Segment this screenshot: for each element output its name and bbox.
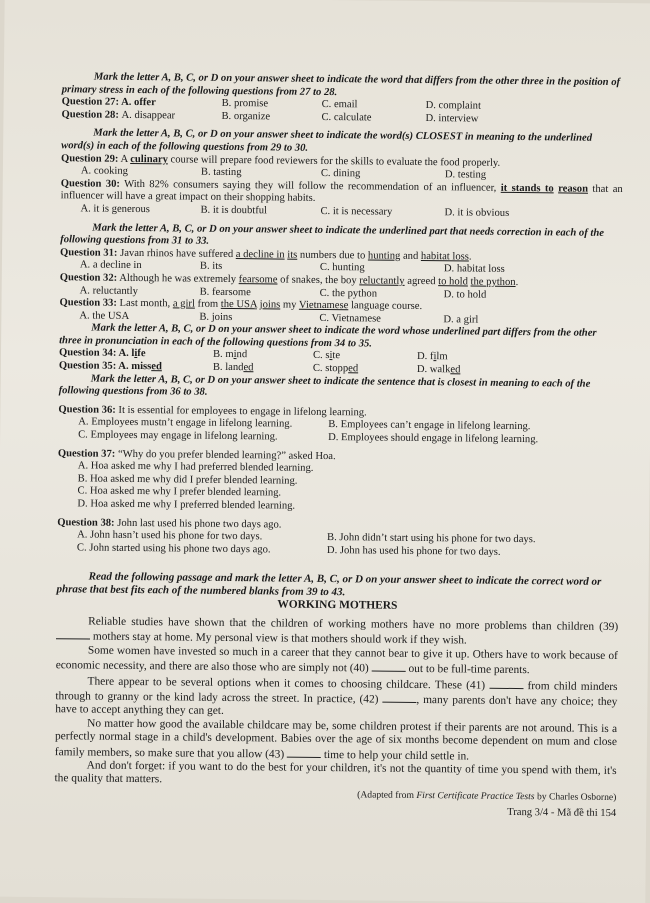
- option-c: C. calculate: [321, 111, 372, 124]
- option-d: D. John has used his phone for two days.: [326, 544, 501, 558]
- option-c: C. Employees may engage in lifelong learning.: [78, 429, 278, 443]
- option-a: A. disappear: [121, 109, 176, 122]
- page-number: Trang 3/4 - Mã đề thi 154: [507, 807, 617, 820]
- question-35: Question 35: A. missed B. landed C. stopped D. walked: [59, 360, 621, 378]
- option-c: C. John started using his phone two days ago.: [76, 542, 271, 556]
- option-b: B. joins: [199, 311, 233, 323]
- passage-body: [54, 615, 618, 792]
- option-c: C. it is necessary: [320, 205, 393, 218]
- option-b: B. promise: [221, 98, 269, 110]
- underlined-word: culinary: [130, 153, 168, 165]
- question-33: Question 33: Last month, a girl from the USA joins my Vietnamese language course.: [59, 297, 423, 313]
- instruction-36-38: Mark the letter A, B, C, or D on your answer sheet to indicate the sentence that is closest in meaning to each of the following questions from 36 to 38.: [58, 373, 591, 399]
- option-d: D. Employees should engage in lifelong learning.: [328, 432, 539, 446]
- option-c: C. Vietnamese: [319, 312, 381, 325]
- option-a: A. offer: [121, 97, 156, 109]
- paragraph: Reliable studies have shown that the children of working mothers have no more problems than children (39) mothers stay at home. My personal view is that mothers should work if they wish.: [56, 615, 618, 650]
- paragraph: Some women have invested so much in a career that they cannot bear to give it up. Others have to work because of economic necessity, and there are also those who are simply not (40) out to be full-time parents.: [55, 644, 618, 677]
- option-c: C. email: [321, 99, 358, 111]
- option-c: C. hunting: [319, 262, 365, 274]
- option-a: A. life: [118, 348, 146, 360]
- blank-40: [372, 661, 406, 672]
- instruction-31-33: Mark the letter A, B, C, or D on your answer sheet to indicate the underlined part that needs correction in each of the following questions from 31 to 33.: [60, 222, 605, 247]
- option-a: A. reluctantly: [79, 284, 138, 297]
- option-b: B. it is doubtful: [200, 204, 268, 217]
- blank-39: [56, 629, 90, 640]
- blank-42: [382, 692, 416, 703]
- option-b: B. landed: [212, 361, 254, 374]
- option-b: B. Hoa asked me why did I prefer blended learning.: [77, 473, 298, 487]
- option-a: A. cooking: [80, 165, 129, 178]
- option-d: D. Hoa asked me why I preferred blended learning.: [77, 498, 296, 512]
- question-37: Question 37: “Why do you prefer blended learning?” asked Hoa.: [57, 447, 336, 462]
- question-label: Question 28:: [61, 109, 119, 121]
- option-d: D. complaint: [425, 100, 481, 112]
- instruction-27-28: Mark the letter A, B, C, or D on your answer sheet to indicate the word that differs from the other three in the position of primary stress in each of the following questions from 27 to 28.: [61, 71, 621, 98]
- question-30: Question 30: With 82% consumers saying they will follow the recommendation of an influencer, it stands to reason that an influencer will have a great impact on their shopping habits.: [60, 177, 623, 205]
- paragraph: There appear to be several options when it comes to choosing childcare. These (41) from child minders through to granny or the kind lady across the street. In practice, (42) , many parents don't have any choice; they have to accept anything they can get.: [55, 675, 618, 718]
- option-a: A. the USA: [79, 310, 130, 322]
- option-a: A. Hoa asked me why I had preferred blended learning.: [77, 460, 314, 475]
- option-c: C. stopped: [312, 362, 359, 375]
- option-b: B. John didn’t start using his phone for two days.: [327, 532, 536, 546]
- option-b: B. tasting: [200, 166, 242, 179]
- option-c: C. dining: [320, 168, 361, 180]
- option-d: D. film: [416, 351, 448, 363]
- option-b: B. its: [199, 260, 223, 273]
- underlined-phrase: reason: [558, 183, 589, 195]
- passage-title: WORKING MOTHERS: [277, 598, 398, 613]
- paragraph: And don't forget: if you want to do the best for your children, it's not the quantity of time you spend with them, it's the quality that matters.: [54, 759, 617, 786]
- option-d: D. it is obvious: [444, 207, 510, 219]
- option-d: D. a girl: [443, 313, 479, 326]
- blank-43: [287, 746, 321, 757]
- option-b: B. organize: [221, 110, 271, 123]
- blank-41: [489, 677, 523, 688]
- option-a: A. missed: [118, 360, 162, 373]
- option-c: C. site: [312, 350, 341, 362]
- instruction-39-43: Read the following passage and mark the letter A, B, C, or D on your answer sheet to indicate the correct word or phrase that best fits each of the numbered blanks from 39 to 43.: [56, 570, 602, 599]
- question-32: Question 32: Although he was extremely fearsome of snakes, the boy reluctantly agreed to hold the python.: [59, 272, 519, 288]
- instruction-29-30: Mark the letter A, B, C, or D on your answer sheet to indicate the word(s) CLOSEST in meaning to the underlined word(s) in each of the following questions from 29 to 30.: [61, 127, 593, 154]
- option-b: B. fearsome: [199, 286, 251, 298]
- option-d: D. interview: [425, 112, 479, 125]
- option-d: D. testing: [444, 169, 487, 181]
- option-d: D. to hold: [443, 288, 487, 301]
- option-a: A. it is generous: [80, 203, 151, 216]
- question-36: Question 36: It is essential for employees to engage in lifelong learning.: [58, 404, 367, 419]
- question-31: Question 31: Javan rhinos have suffered a decline in its numbers due to hunting and habitat loss.: [59, 246, 472, 263]
- option-d: D. walked: [416, 364, 461, 376]
- option-c: C. the python: [319, 287, 378, 300]
- question-label: Question 27:: [61, 96, 120, 109]
- option-c: C. Hoa asked me why I prefer blended learning.: [77, 485, 282, 499]
- option-a: A. John hasn’t used his phone for two days.: [77, 529, 263, 543]
- option-a: A. Employees mustn’t engage in lifelong learning.: [78, 416, 293, 431]
- question-38: Question 38: John last used his phone two days ago.: [57, 516, 282, 531]
- question-34: Question 34: A. life B. mind C. site D. film: [59, 348, 621, 366]
- question-29: Question 29: A culinary course will prepare food reviewers for the skills to evaluate the food properly.: [60, 152, 501, 169]
- instruction-34-35: Mark the letter A, B, C, or D on your answer sheet to indicate the word whose underlined part differs from the other three in pronunciation in each of the following questions from 34 to 35.: [59, 322, 597, 350]
- option-d: D. habitat loss: [443, 263, 505, 276]
- option-a: A. a decline in: [79, 259, 142, 272]
- option-b: B. mind: [212, 349, 248, 361]
- paragraph: No matter how good the available childcare may be, some children protest if their parents are not around. This is a perfectly normal stage in a child's development. Babies over the age of six months become dependent on mum and close family members, so make sure that you allow (43) time to help your child settle in.: [54, 717, 618, 763]
- underlined-phrase: it stands to: [500, 182, 554, 195]
- source-citation: (Adapted from First Certificate Practice Tests by Charles Osborne): [357, 789, 617, 803]
- option-b: B. Employees can’t engage in lifelong learning.: [328, 419, 531, 433]
